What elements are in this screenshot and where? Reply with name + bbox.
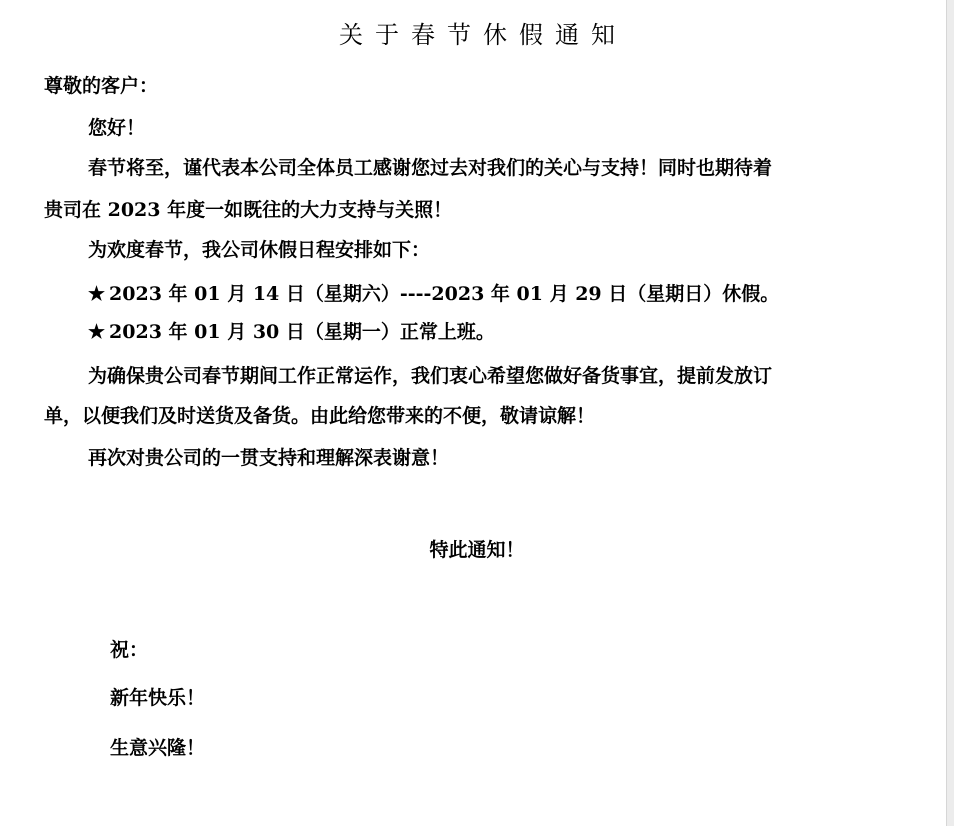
closing-prosperous-business: 生意兴隆！: [110, 737, 206, 759]
schedule-item-text: 2023 年 01 月 14 日（星期六）----2023 年 01 月 29 日（星期日）休假。: [109, 283, 780, 305]
paragraph-1-line-2: 贵司在 2023 年度一如既往的大力支持与关照！: [44, 199, 453, 221]
schedule-item: [88, 320, 495, 344]
star-icon: ★: [88, 283, 106, 305]
closing-happy-new-year: 新年快乐！: [110, 687, 206, 709]
greeting: 您好！: [88, 117, 146, 139]
notice-line: 特此通知！: [429, 539, 525, 561]
schedule-item-text: 2023 年 01 月 30 日（星期一）正常上班。: [109, 321, 495, 343]
schedule-item: [88, 282, 779, 306]
paragraph-1-line-1: 春节将至，谨代表本公司全体员工感谢您过去对我们的关心与支持！同时也期待着: [88, 157, 773, 179]
paragraph-2-line-2: 单，以便我们及时送货及备货。由此给您带来的不便，敬请谅解！: [44, 405, 596, 427]
thanks-line: 再次对贵公司的一贯支持和理解深表谢意！: [88, 447, 450, 469]
page-edge-divider: [946, 0, 954, 826]
salutation: 尊敬的客户：: [44, 75, 159, 97]
schedule-intro: 为欢度春节，我公司休假日程安排如下：: [88, 239, 431, 261]
document-title: 关于春节休假通知: [339, 21, 627, 49]
star-icon: ★: [88, 321, 106, 343]
closing-wish-label: 祝：: [110, 639, 149, 661]
paragraph-2-line-1: 为确保贵公司春节期间工作正常运作，我们衷心希望您做好备货事宜，提前发放订: [88, 365, 773, 387]
